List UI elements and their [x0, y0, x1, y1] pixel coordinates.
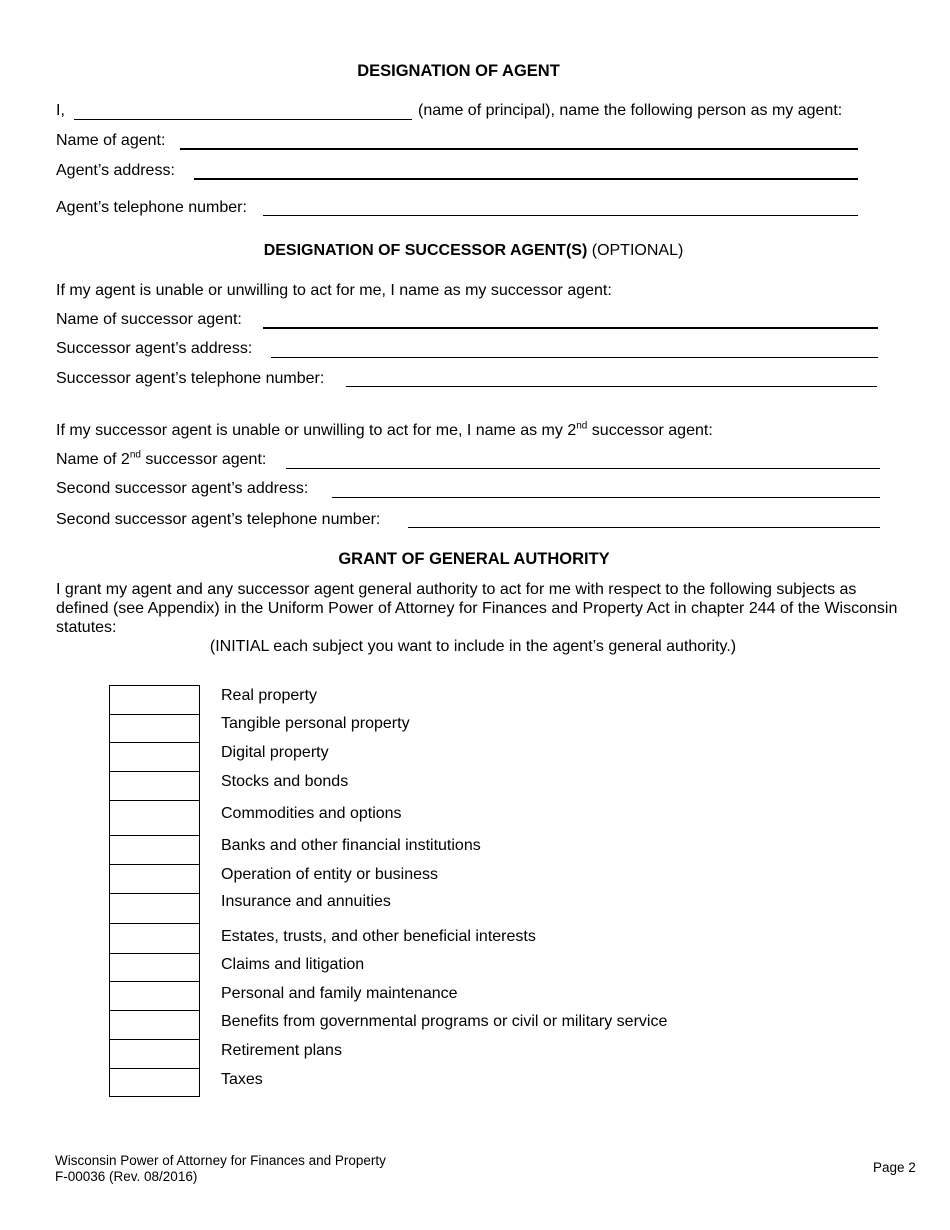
authority-instruction: (INITIAL each subject you want to include in the agent’s general authority.): [209, 638, 737, 655]
subject-label: Stocks and bonds: [221, 773, 349, 790]
subject-label: Retirement plans: [221, 1042, 342, 1059]
principal-prefix: I,: [56, 102, 65, 119]
second-name-text: Name of 2: [56, 451, 130, 468]
initial-box[interactable]: [109, 714, 200, 743]
successor-address-label: Successor agent’s address:: [56, 340, 253, 357]
second-successor-intro: [56, 422, 713, 440]
subject-label: Benefits from governmental programs or civil or military service: [221, 1013, 668, 1030]
authority-paragraph: I grant my agent and any successor agent general authority to act for me with respect to the following subjects as defined (see Appendix) in the Uniform Power of Attorney for Finances and Property Act in chapter 244 of the Wisconsin statutes:: [56, 581, 898, 636]
subject-label: Estates, trusts, and other beneficial interests: [221, 928, 536, 945]
successor-phone-field[interactable]: [346, 386, 877, 387]
subject-label: Tangible personal property: [221, 715, 410, 732]
initial-box[interactable]: [109, 800, 200, 836]
second-successor-address-label: Second successor agent’s address:: [56, 480, 309, 497]
second-intro-sup: nd: [576, 420, 588, 432]
footer-form-title: Wisconsin Power of Attorney for Finances and Property: [55, 1153, 386, 1168]
second-intro-text: If my successor agent is unable or unwilling to act for me, I name as my 2: [56, 422, 577, 439]
initial-box[interactable]: [109, 742, 200, 772]
second-successor-name-label: [56, 451, 266, 469]
second-intro-text-end: successor agent:: [587, 422, 713, 439]
subject-label: Personal and family maintenance: [221, 985, 458, 1002]
successor-address-field[interactable]: [271, 357, 878, 358]
initial-box[interactable]: [109, 1068, 200, 1097]
subject-label: Commodities and options: [221, 805, 402, 822]
agent-name-label: Name of agent:: [56, 132, 166, 149]
authority-title: GRANT OF GENERAL AUTHORITY: [338, 550, 610, 568]
successor-name-label: Name of successor agent:: [56, 311, 242, 328]
initial-box[interactable]: [109, 864, 200, 894]
initial-box[interactable]: [109, 1039, 200, 1069]
agent-phone-label: Agent’s telephone number:: [56, 199, 247, 216]
successor-title-optional: (OPTIONAL): [591, 242, 684, 259]
designation-title: DESIGNATION OF AGENT: [357, 62, 560, 80]
initial-box[interactable]: [109, 981, 200, 1011]
subject-label: Insurance and annuities: [221, 893, 391, 910]
principal-name-field[interactable]: [74, 119, 412, 120]
agent-address-label: Agent’s address:: [56, 162, 175, 179]
agent-phone-field[interactable]: [263, 215, 858, 216]
initial-box[interactable]: [109, 893, 200, 924]
initial-box[interactable]: [109, 835, 200, 865]
subject-label: Real property: [221, 687, 318, 704]
initial-box[interactable]: [109, 1010, 200, 1040]
subject-label: Banks and other financial institutions: [221, 837, 481, 854]
initial-box[interactable]: [109, 685, 200, 715]
subject-label: Digital property: [221, 744, 329, 761]
subject-label: Taxes: [221, 1071, 263, 1088]
second-name-text-end: successor agent:: [140, 451, 267, 468]
footer-page-number: Page 2: [873, 1160, 916, 1175]
successor-intro: If my agent is unable or unwilling to act for me, I name as my successor agent:: [56, 282, 612, 299]
successor-name-field[interactable]: [263, 327, 878, 329]
principal-suffix: (name of principal), name the following person as my agent:: [418, 102, 843, 119]
second-successor-phone-field[interactable]: [408, 527, 880, 528]
agent-name-field[interactable]: [180, 148, 858, 150]
footer-form-number: F-00036 (Rev. 08/2016): [55, 1169, 198, 1184]
initial-box[interactable]: [109, 953, 200, 982]
initial-box[interactable]: [109, 771, 200, 801]
second-successor-address-field[interactable]: [332, 497, 880, 498]
initial-box[interactable]: [109, 923, 200, 954]
second-name-sup: nd: [129, 449, 141, 461]
successor-title-bold: DESIGNATION OF SUCCESSOR AGENT(S): [263, 242, 588, 259]
subject-label: Claims and litigation: [221, 956, 365, 973]
successor-title: [0, 242, 947, 260]
successor-phone-label: Successor agent’s telephone number:: [56, 370, 325, 387]
subject-label: Operation of entity or business: [221, 866, 439, 883]
second-successor-phone-label: Second successor agent’s telephone number:: [56, 511, 381, 528]
second-successor-name-field[interactable]: [286, 468, 880, 469]
agent-address-field[interactable]: [194, 178, 858, 180]
